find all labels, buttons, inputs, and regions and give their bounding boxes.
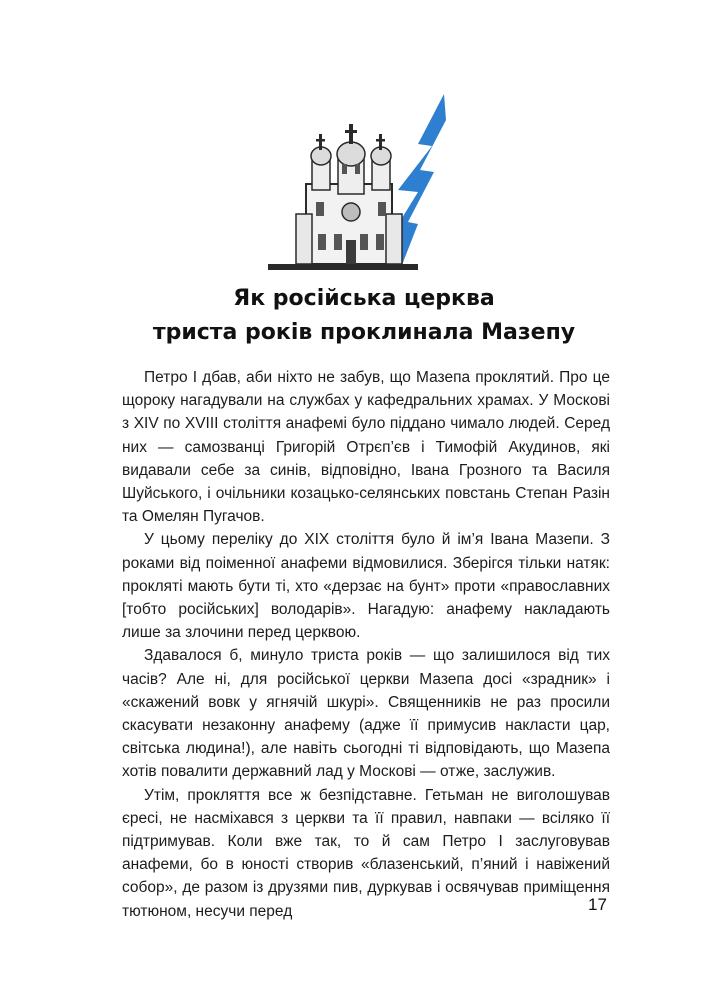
paragraph: Здавалося б, минуло триста років — що залишилося від тих часів? Але ні, для російської церкви Мазепа досі «зрадник» і «скажений вовк у ягнячій шкурі». Священників не раз просили скасувати незаконну анафему (адже її примусив накласти цар, світська людина!), але навіть сьогодні ті відповідають, що Мазепа хотів повалити державний лад у Москові — отже, заслужив. (122, 647, 610, 781)
page-number: 17 (588, 895, 607, 914)
church-illustration (268, 94, 446, 274)
paragraph: У цьому переліку до XIX століття було й ім’я Івана Мазепи. З роками від поіменної анафеми відмовилися. Зберігся тільки натяк: прокляті мають бути ті, хто «дерзає на бунт» проти «православних [тобто російських] володарів». Нагадую: анафему накладають лише за злочини перед церквою. (122, 531, 610, 642)
church-icon (268, 94, 446, 274)
body-text (122, 366, 610, 923)
chapter-title (0, 282, 728, 350)
chapter-title-line-1: Як російська церква (233, 286, 495, 311)
paragraph: Утім, прокляття все ж безпідставне. Гетьман не виголошував єресі, не насміхався з церкви та її правил, навпаки — всіляко її підтримував. Коли вже так, то й сам Петро І заслуговував анафеми, бо в юності створив «блазенський, п’яний і навіжений собор», де разом із друзями пив, дуркував і освячував приміщення тютюном, несучи перед (122, 786, 610, 920)
chapter-title-line-2: триста років проклинала Мазепу (152, 320, 576, 345)
paragraph: Петро І дбав, аби ніхто не забув, що Мазепа проклятий. Про це щороку нагадували на службах у кафедральних храмах. У Москові з XIV по XVIII століття анафемі було піддано чимало людей. Серед них — самозванці Григорій Отрєп’єв і Тимофій Акудинов, які видавали себе за синів, відповідно, Івана Грозного та Василя Шуйського, і очільники козацько-селянських повстань Степан Разін та Омелян Пугачов. (122, 369, 610, 526)
